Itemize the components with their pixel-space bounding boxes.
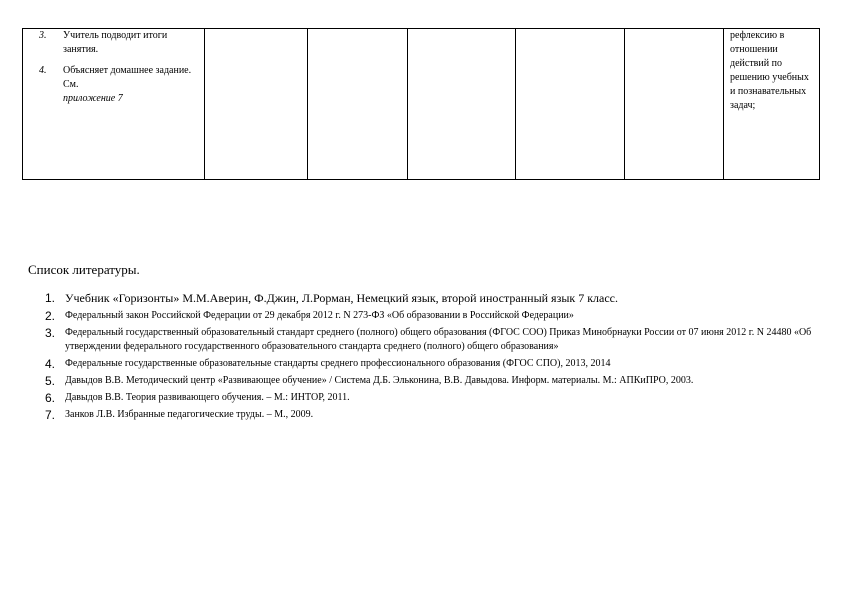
lesson-plan-table bbox=[22, 28, 820, 180]
literature-list bbox=[35, 290, 825, 425]
empty-cell bbox=[516, 29, 625, 180]
item-text: Объясняет домашнее задание. См. bbox=[63, 65, 192, 90]
item-text: Давыдов В.В. Теория развивающего обучения. – М.: ИНТОР, 2011. bbox=[65, 392, 350, 403]
item-number: 5. bbox=[45, 374, 56, 388]
item-text: Федеральный государственный образовательный стандарт среднего (полного) общего образования (ФГОС СОО) Приказ Минобрнауки России от 07 июня 2012 г. N 24480 «Об утверждении федерального государственного образовательного стандарта среднего (полного) общего образования» bbox=[65, 327, 812, 352]
literature-item bbox=[35, 290, 825, 306]
literature-item bbox=[35, 309, 825, 323]
list-item bbox=[39, 64, 204, 106]
item-number: 4. bbox=[39, 65, 47, 76]
stage-cell bbox=[23, 29, 205, 180]
item-text: Давыдов В.В. Методический центр «Развивающее обучение» / Система Д.Б. Эльконина, В.В. Давыдова. Информ. материалы. М.: АПКиПРО, 2003. bbox=[65, 375, 694, 386]
item-text: Занков Л.В. Избранные педагогические труды. – М., 2009. bbox=[65, 409, 314, 420]
table-row bbox=[23, 29, 820, 180]
item-number: 2. bbox=[45, 309, 56, 323]
item-number: 7. bbox=[45, 408, 56, 422]
empty-cell bbox=[308, 29, 408, 180]
item-text: Федеральные государственные образовательные стандарты среднего профессионального образования (ФГОС СПО), 2013, 2014 bbox=[65, 358, 611, 369]
list-item bbox=[39, 29, 204, 57]
item-text: Учитель подводит итоги занятия. bbox=[63, 30, 168, 55]
item-text: Федеральный закон Российской Федерации от 29 декабря 2012 г. N 273-ФЗ «Об образовании в Российской Федерации» bbox=[65, 310, 574, 321]
item-number: 6. bbox=[45, 391, 56, 405]
literature-item bbox=[35, 408, 825, 422]
item-number: 1. bbox=[45, 291, 56, 305]
item-text: Учебник «Горизонты» М.М.Аверин, Ф.Джин, Л.Рорман, Немецкий язык, второй иностранный язык 7 класс. bbox=[65, 291, 619, 305]
item-number: 3. bbox=[39, 30, 47, 41]
item-number: 4. bbox=[45, 357, 56, 371]
reflection-text: рефлексию в отношении действий по решению учебных и познавательных задач; bbox=[730, 30, 809, 111]
literature-title: Список литературы. bbox=[28, 262, 140, 277]
literature-item bbox=[35, 374, 825, 388]
empty-cell bbox=[625, 29, 724, 180]
stage-list bbox=[23, 29, 204, 106]
literature-item bbox=[35, 326, 825, 354]
empty-cell bbox=[205, 29, 308, 180]
reflection-cell bbox=[724, 29, 820, 180]
appendix-reference: приложение 7 bbox=[63, 93, 123, 104]
literature-item bbox=[35, 391, 825, 405]
item-number: 3. bbox=[45, 326, 56, 340]
empty-cell bbox=[408, 29, 516, 180]
literature-item bbox=[35, 357, 825, 371]
